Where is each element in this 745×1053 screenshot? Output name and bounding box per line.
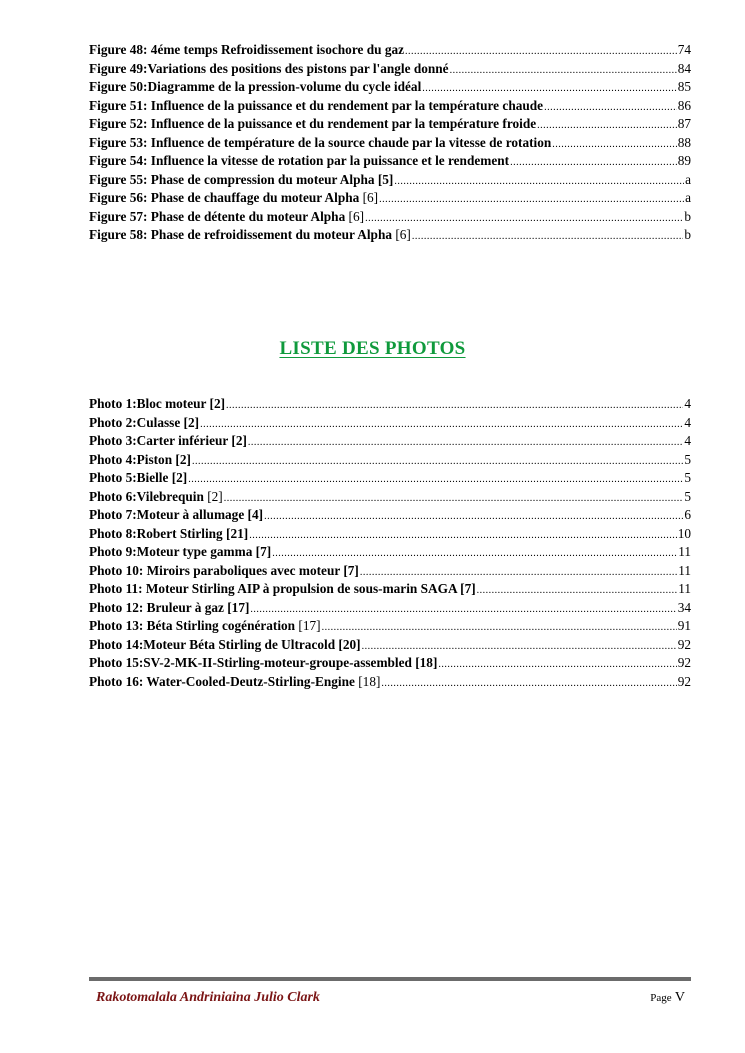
photo-entry[interactable] bbox=[89, 562, 691, 581]
photo-entry-page: 92 bbox=[677, 655, 691, 670]
figure-entry-title bbox=[89, 134, 551, 153]
dot-leader bbox=[552, 136, 676, 153]
figure-entry-page: 88 bbox=[677, 134, 691, 150]
photo-entry[interactable] bbox=[89, 414, 691, 433]
photo-entry-title bbox=[89, 580, 476, 599]
photo-entry-label: Photo 5:Bielle [2] bbox=[89, 470, 188, 485]
photo-entry-title bbox=[89, 617, 321, 636]
photo-entry[interactable] bbox=[89, 451, 691, 470]
figure-entry-title bbox=[89, 60, 449, 79]
photo-entry-label: Photo 12: Bruleur à gaz [17] bbox=[89, 599, 250, 615]
photo-entry-page: 6 bbox=[684, 507, 691, 522]
figure-entry-page: 74 bbox=[677, 42, 691, 57]
page-label: Page bbox=[650, 992, 672, 1004]
photo-entry-page: 4 bbox=[684, 396, 691, 411]
figure-entry[interactable] bbox=[89, 226, 691, 245]
photo-entry-label: Photo 14:Moteur Béta Stirling de Ultracold [20] bbox=[89, 636, 361, 652]
figure-entry-reference: [6] bbox=[348, 208, 365, 224]
photo-entry[interactable] bbox=[89, 543, 691, 562]
figure-entry[interactable] bbox=[89, 78, 691, 97]
dot-leader bbox=[477, 582, 678, 599]
dot-leader bbox=[381, 675, 676, 692]
photo-entry[interactable] bbox=[89, 525, 691, 544]
dot-leader bbox=[544, 99, 677, 116]
figure-entry[interactable] bbox=[89, 208, 691, 227]
photo-entry[interactable] bbox=[89, 469, 691, 488]
figure-entry-title bbox=[89, 97, 543, 116]
photo-entry[interactable] bbox=[89, 432, 691, 451]
figure-entry-label: Figure 52: Influence de la puissance et du rendement par la température froide bbox=[89, 116, 537, 131]
photo-entry[interactable] bbox=[89, 654, 691, 673]
dot-leader bbox=[248, 434, 683, 451]
dot-leader bbox=[450, 62, 677, 79]
figure-entry-title bbox=[89, 171, 393, 190]
figure-entry-page: a bbox=[685, 190, 691, 205]
figure-entry-label: Figure 48: 4éme temps Refroidissement isochore du gaz bbox=[89, 42, 405, 57]
dot-leader bbox=[360, 564, 677, 581]
dot-leader bbox=[365, 210, 683, 227]
figure-entry[interactable] bbox=[89, 97, 691, 116]
figure-entry-label: Figure 49:Variations des positions des pistons par l'angle donné bbox=[89, 60, 449, 76]
dot-leader bbox=[362, 638, 677, 655]
photo-entry-page: 4 bbox=[684, 433, 691, 448]
dot-leader bbox=[224, 490, 684, 507]
photo-entry-label: Photo 16: Water-Cooled-Deutz-Stirling-Engine bbox=[89, 673, 355, 689]
photo-entry-title bbox=[89, 395, 225, 414]
dot-leader bbox=[200, 416, 683, 433]
photo-entry-title bbox=[89, 562, 359, 581]
photo-entry-label: Photo 3:Carter inférieur [2] bbox=[89, 433, 247, 448]
photo-entry-title bbox=[89, 673, 380, 692]
photo-entry-title bbox=[89, 488, 223, 507]
dot-leader bbox=[438, 656, 676, 673]
photo-entry-page: 10 bbox=[677, 525, 691, 541]
dot-leader bbox=[537, 117, 677, 134]
photo-entry-title bbox=[89, 543, 271, 562]
figure-entry-title bbox=[89, 189, 378, 208]
figure-entry[interactable] bbox=[89, 152, 691, 171]
dot-leader bbox=[394, 173, 684, 190]
photo-entry-page: 4 bbox=[684, 414, 691, 430]
figure-entry-page: b bbox=[684, 227, 691, 242]
figure-entry[interactable] bbox=[89, 41, 691, 60]
photo-entry-label: Photo 15:SV-2-MK-II-Stirling-moteur-groupe-assembled [18] bbox=[89, 655, 438, 670]
figure-list bbox=[89, 41, 691, 245]
photo-entry-page: 92 bbox=[677, 636, 691, 652]
dot-leader bbox=[192, 453, 683, 470]
figure-entry-label: Figure 55: Phase de compression du moteur Alpha [5] bbox=[89, 171, 394, 187]
figure-entry[interactable] bbox=[89, 171, 691, 190]
figure-entry-page: 89 bbox=[677, 153, 691, 168]
dot-leader bbox=[322, 619, 677, 636]
photo-entry-label: Photo 1:Bloc moteur [2] bbox=[89, 396, 226, 411]
photo-entry-label: Photo 10: Miroirs paraboliques avec moteur [7] bbox=[89, 562, 359, 578]
figure-entry[interactable] bbox=[89, 134, 691, 153]
photo-entry-label: Photo 9:Moteur type gamma [7] bbox=[89, 544, 272, 559]
dot-leader bbox=[379, 191, 684, 208]
photo-entry-title bbox=[89, 654, 437, 673]
page-number: V bbox=[674, 990, 685, 1005]
photo-entry[interactable] bbox=[89, 395, 691, 414]
photo-entry-label: Photo 7:Moteur à allumage [4] bbox=[89, 507, 264, 522]
photo-entry-reference: [18] bbox=[358, 673, 381, 689]
dot-leader bbox=[422, 80, 676, 97]
photo-entry-page: 5 bbox=[684, 451, 691, 467]
photo-entry-page: 5 bbox=[684, 470, 691, 485]
figure-entry-label: Figure 57: Phase de détente du moteur Alpha bbox=[89, 208, 346, 224]
photo-entry-title bbox=[89, 414, 199, 433]
figure-entry-reference: [6] bbox=[362, 190, 379, 205]
figure-entry-title bbox=[89, 152, 509, 171]
figure-entry-label: Figure 53: Influence de température de la source chaude par la vitesse de rotation bbox=[89, 134, 552, 150]
photo-entry-reference: [2] bbox=[207, 488, 223, 504]
figure-entry-title bbox=[89, 78, 421, 97]
figure-entry-label: Figure 56: Phase de chauffage du moteur Alpha bbox=[89, 190, 360, 205]
photos-section-title: LISTE DES PHOTOS bbox=[279, 338, 466, 359]
figure-entry-page: 84 bbox=[677, 60, 691, 76]
photo-entry[interactable] bbox=[89, 488, 691, 507]
figure-entry-page: 87 bbox=[677, 116, 691, 131]
photo-entry[interactable] bbox=[89, 673, 691, 692]
figure-entry-page: 85 bbox=[677, 79, 691, 94]
figure-entry[interactable] bbox=[89, 189, 691, 208]
figure-entry[interactable] bbox=[89, 115, 691, 134]
figure-entry-title bbox=[89, 208, 364, 227]
photo-entry[interactable] bbox=[89, 599, 691, 618]
photo-list bbox=[89, 395, 691, 691]
photo-entry[interactable] bbox=[89, 580, 691, 599]
figure-entry-title bbox=[89, 226, 411, 245]
photo-entry[interactable] bbox=[89, 636, 691, 655]
photo-entry-title bbox=[89, 432, 247, 451]
figure-entry-label: Figure 50:Diagramme de la pression-volume du cycle idéal bbox=[89, 79, 422, 94]
dot-leader bbox=[510, 154, 677, 171]
figure-entry-reference: [6] bbox=[395, 227, 411, 242]
dot-leader bbox=[249, 527, 677, 544]
dot-leader bbox=[188, 471, 683, 488]
dot-leader bbox=[412, 228, 684, 245]
photo-entry-label: Photo 4:Piston [2] bbox=[89, 451, 191, 467]
photo-entry-label: Photo 2:Culasse [2] bbox=[89, 414, 200, 430]
photo-entry-title bbox=[89, 469, 187, 488]
figure-entry-label: Figure 51: Influence de la puissance et du rendement par la température chaude bbox=[89, 97, 544, 113]
photo-entry-label: Photo 8:Robert Stirling [21] bbox=[89, 525, 249, 541]
figure-entry-title bbox=[89, 41, 404, 60]
photo-entry-label: Photo 13: Béta Stirling cogénération bbox=[89, 618, 296, 633]
photo-entry[interactable] bbox=[89, 506, 691, 525]
photo-entry-reference: [17] bbox=[298, 618, 321, 633]
figure-entry-title bbox=[89, 115, 536, 134]
photo-entry-page: 11 bbox=[678, 581, 691, 596]
dot-leader bbox=[272, 545, 677, 562]
footer-author: Rakotomalala Andriniaina Julio Clark bbox=[96, 990, 320, 1005]
photo-entry-title bbox=[89, 506, 263, 525]
photo-entry-title bbox=[89, 451, 191, 470]
dot-leader bbox=[226, 397, 683, 414]
figure-entry-page: 86 bbox=[677, 97, 691, 113]
photo-entry-title bbox=[89, 525, 248, 544]
photo-entry-page: 11 bbox=[678, 544, 691, 559]
dot-leader bbox=[250, 601, 676, 618]
figure-entry-label: Figure 54: Influence la vitesse de rotation par la puissance et le rendement bbox=[89, 153, 510, 168]
figure-entry-page: a bbox=[685, 171, 691, 187]
footer-divider bbox=[89, 977, 691, 981]
photo-entry-page: 92 bbox=[677, 673, 691, 689]
photo-entry-label: Photo 11: Moteur Stirling AIP à propulsion de sous-marin SAGA [7] bbox=[89, 581, 476, 596]
photo-entry-label: Photo 6:Vilebrequin bbox=[89, 488, 204, 504]
photo-entry-page: 91 bbox=[677, 618, 691, 633]
footer-page-number bbox=[650, 990, 685, 1006]
dot-leader bbox=[264, 508, 683, 525]
photo-entry-title bbox=[89, 636, 361, 655]
figure-entry-page: b bbox=[684, 208, 691, 224]
figure-entry[interactable] bbox=[89, 60, 691, 79]
photo-entry-page: 34 bbox=[677, 599, 691, 615]
photo-entry-page: 5 bbox=[684, 488, 691, 504]
photo-entry-page: 11 bbox=[678, 562, 691, 578]
figure-entry-label: Figure 58: Phase de refroidissement du moteur Alpha bbox=[89, 227, 392, 242]
photo-entry[interactable] bbox=[89, 617, 691, 636]
photo-entry-title bbox=[89, 599, 249, 618]
dot-leader bbox=[405, 43, 677, 60]
